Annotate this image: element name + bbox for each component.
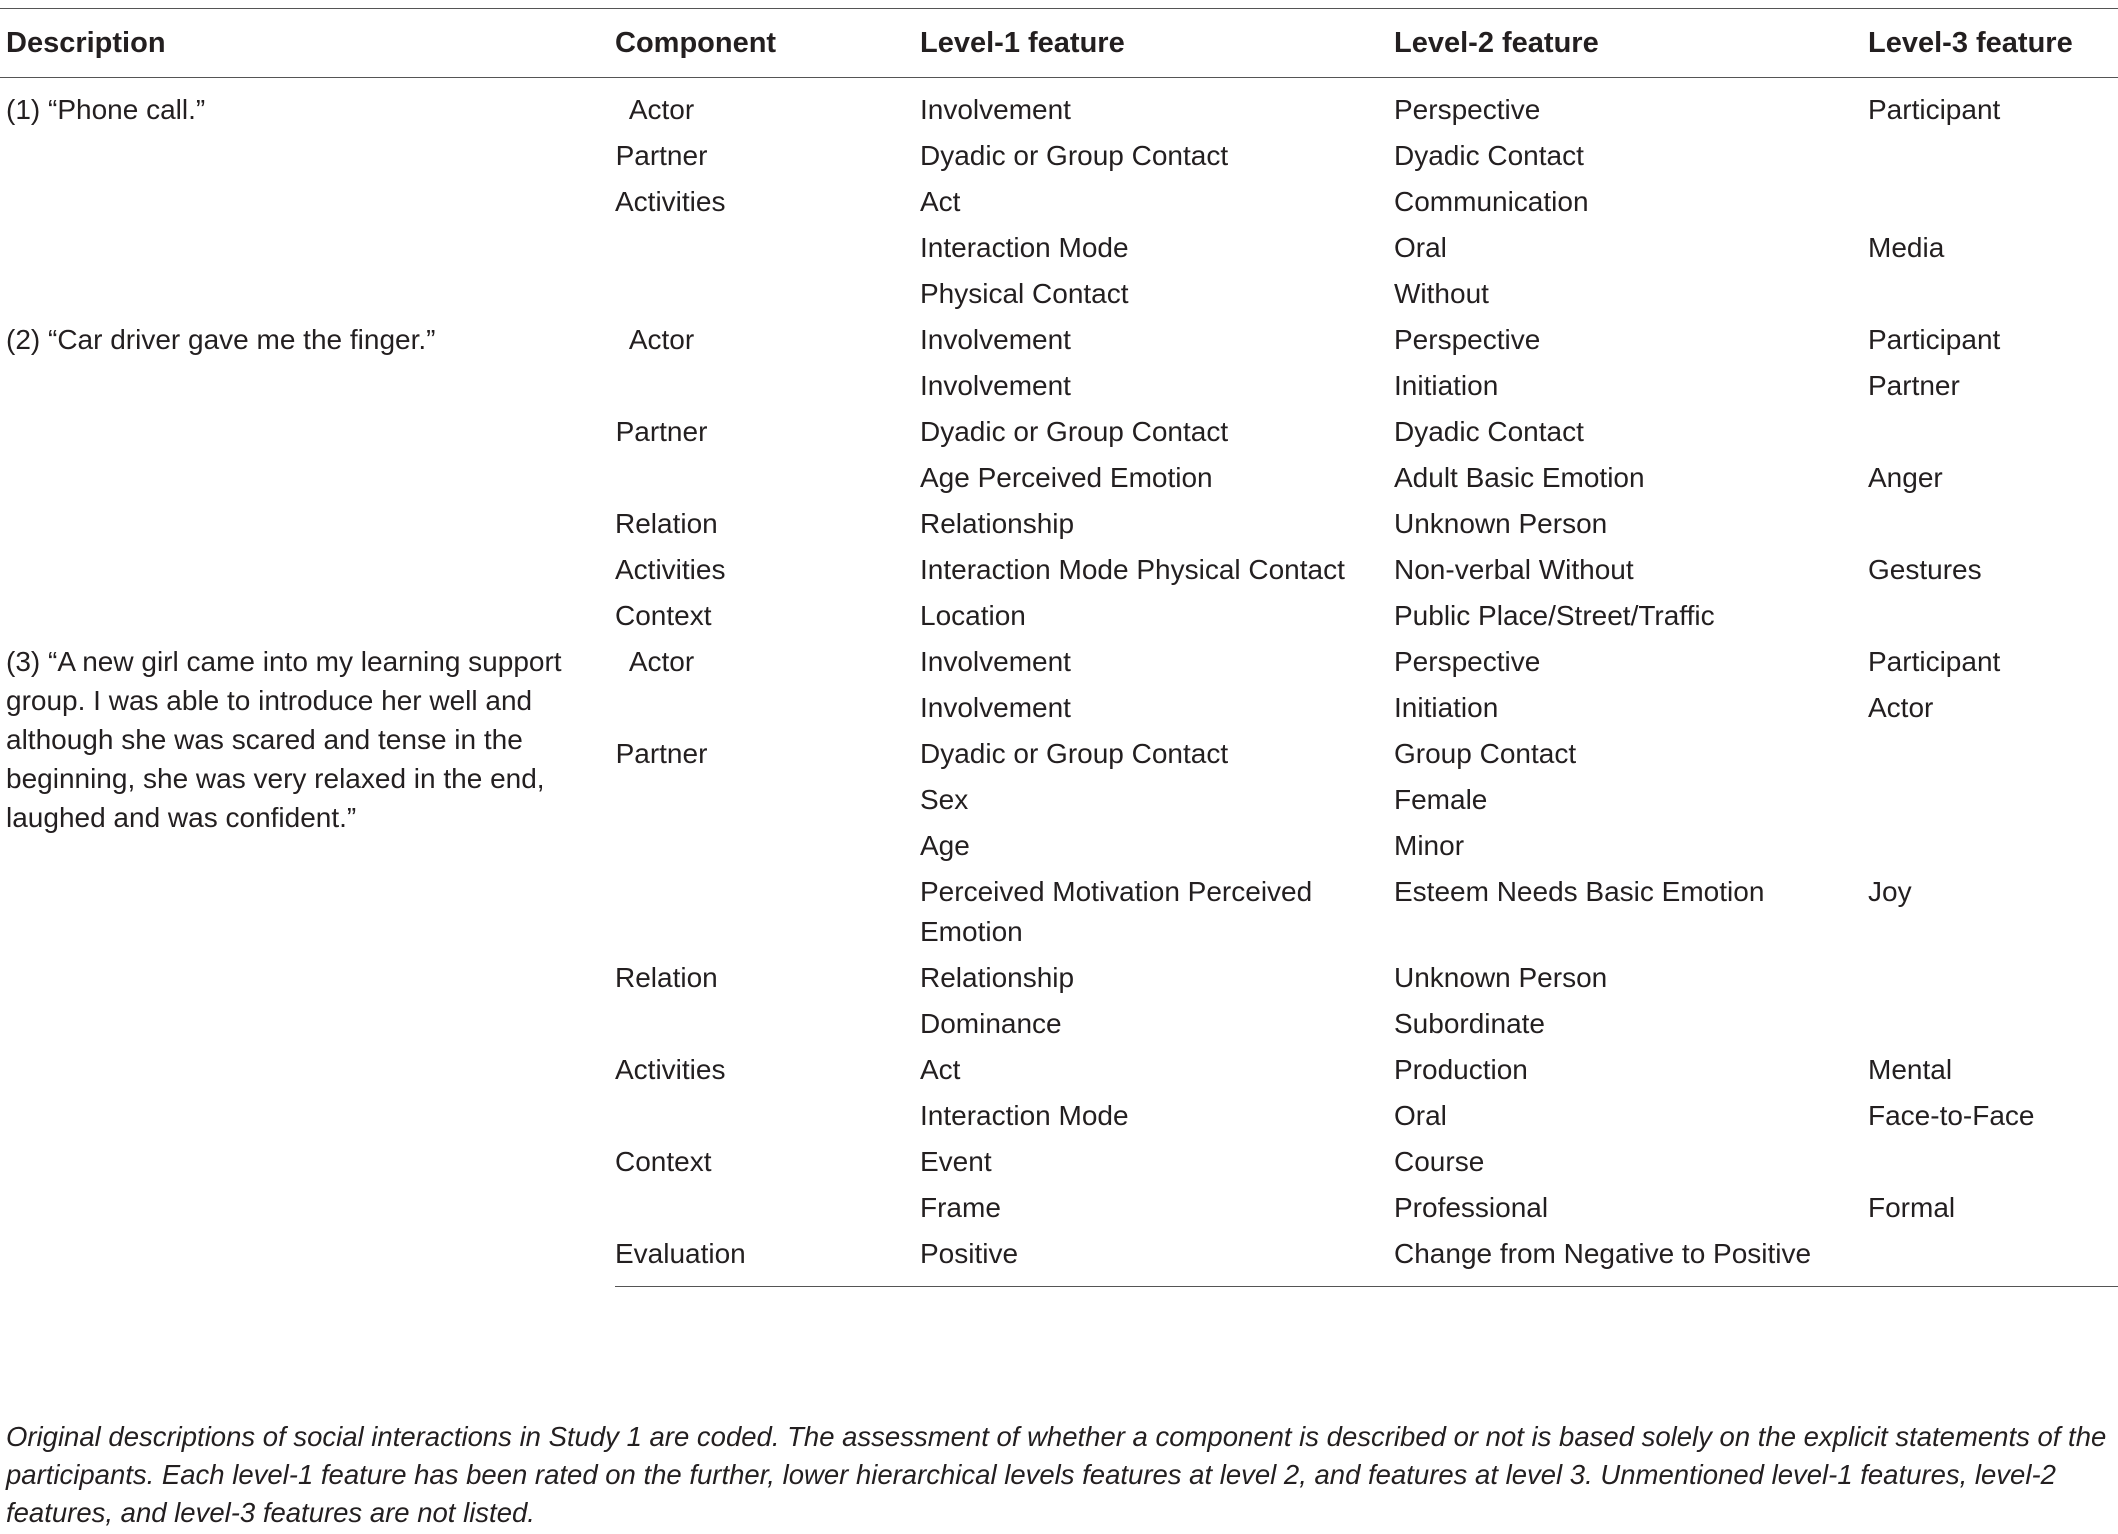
cell-level3: Gestures [1868,554,1982,585]
cell-component: Partner [615,416,708,447]
cell-component: Activities [615,554,726,585]
cell-level1: Interaction Mode [920,232,1129,263]
cell-level1: Act [920,186,961,217]
cell-level1: Interaction Mode [920,1100,1129,1131]
cell-level2: Initiation [1394,692,1499,723]
cell-level1: Sex [920,784,969,815]
cell-level3: Joy [1868,876,1912,907]
cell-level1: Involvement [920,692,1071,723]
cell-level2: Esteem Needs Basic Emotion [1394,876,1765,907]
cell-level2: Unknown Person [1394,962,1608,993]
cell-component: Actor [628,324,695,355]
header-level3: Level-3 feature [1868,9,2118,78]
cell-level3: Actor [1868,692,1934,723]
cell-level2: Perspective [1394,94,1541,125]
cell-level2: Without [1394,278,1489,309]
cell-level2: Dyadic Contact [1394,416,1584,447]
table-header-row [0,9,2118,78]
cell-level2: Dyadic Contact [1394,140,1584,171]
cell-level1: Age [920,830,970,861]
cell-level1: Act [920,1054,961,1085]
cell-description: (2) “Car driver gave me the finger.” [6,324,436,355]
cell-level3 [1868,731,2118,777]
cell-level2: Adult Basic Emotion [1394,462,1645,493]
cell-component: Activities [615,186,726,217]
cell-level1: Dyadic or Group Contact [920,416,1229,447]
cell-level2: Public Place/Street/Traffic [1394,600,1715,631]
cell-component [615,869,920,955]
cell-component [615,777,920,823]
cell-component: Actor [628,646,695,677]
cell-level1: Interaction Mode Physical Contact [920,554,1345,585]
cell-level3 [1868,777,2118,823]
table-row [0,639,2118,685]
table-body [0,78,2118,1287]
cell-level3 [1868,593,2118,639]
cell-component [615,225,920,271]
cell-level2: Professional [1394,1192,1549,1223]
cell-component: Context [615,1146,712,1177]
cell-component [615,1093,920,1139]
header-level2: Level-2 feature [1394,9,1868,78]
cell-description: (3) “A new girl came into my learning support group. I was able to introduce her well and although she was scared and tense in the beginning, she was very relaxed in the end, laughed and was confident.” [6,646,562,833]
cell-level1: Relationship [920,962,1075,993]
cell-component [615,1185,920,1231]
cell-component: Relation [615,508,718,539]
cell-component: Context [615,600,712,631]
cell-level2: Female [1394,784,1488,815]
cell-component [615,1001,920,1047]
cell-level3 [1868,1001,2118,1047]
cell-component [615,363,920,409]
cell-level2: Oral [1394,232,1447,263]
cell-level2: Minor [1394,830,1465,861]
cell-component [615,685,920,731]
cell-component: Actor [628,94,695,125]
cell-level2: Communication [1394,186,1589,217]
cell-component: Evaluation [615,1231,920,1287]
cell-level3 [1868,409,2118,455]
table-row [0,78,2118,134]
cell-level1: Involvement [920,324,1071,355]
cell-level3: Participant [1868,94,2001,125]
cell-description: (1) “Phone call.” [6,94,206,125]
coding-table [0,8,2118,1287]
cell-level3 [1868,179,2118,225]
header-level1: Level-1 feature [920,9,1394,78]
cell-level2: Production [1394,1054,1528,1085]
cell-level3: Face-to-Face [1868,1100,2035,1131]
cell-component [615,823,920,869]
cell-level1: Involvement [920,370,1071,401]
cell-level1: Dyadic or Group Contact [920,738,1229,769]
cell-level1: Frame [920,1192,1001,1223]
cell-level1: Perceived Motivation Perceived Emotion [920,876,1313,947]
cell-level2: Oral [1394,1100,1447,1131]
cell-level1: Relationship [920,508,1075,539]
cell-level3: Formal [1868,1192,1956,1223]
cell-level2: Perspective [1394,646,1541,677]
cell-level1: Age Perceived Emotion [920,462,1213,493]
cell-level3 [1868,133,2118,179]
cell-level3: Media [1868,232,1945,263]
table-row [0,317,2118,363]
cell-component: Partner [615,738,708,769]
cell-level2: Group Contact [1394,738,1577,769]
table-footnote: Original descriptions of social interactions in Study 1 are coded. The assessment of whether a component is described or not is based solely on the explicit statements of the participants. Each level-1 feature has been rated on the further, lower hierarchical levels features at level 2, and features at level 3. Unmentioned level-1 features, level-2 features, and level-3 features are not listed. [6,1421,2107,1528]
cell-level2: Perspective [1394,324,1541,355]
cell-component [615,271,920,317]
cell-level2: Course [1394,1146,1485,1177]
cell-level3: Anger [1868,462,1943,493]
cell-component [615,455,920,501]
cell-level3: Participant [1868,324,2001,355]
cell-level3 [1868,501,2118,547]
cell-component: Partner [615,140,708,171]
cell-level3 [1868,271,2118,317]
cell-level3: Mental [1868,1054,1953,1085]
cell-level2: Subordinate [1394,1008,1546,1039]
cell-level2: Unknown Person [1394,508,1608,539]
cell-component: Activities [615,1054,726,1085]
header-component: Component [615,9,920,78]
cell-level1: Dyadic or Group Contact [920,140,1229,171]
header-description: Description [0,9,615,78]
cell-level3: Participant [1868,646,2001,677]
cell-level3 [1868,1231,2118,1287]
cell-level3 [1868,955,2118,1001]
cell-component: Relation [615,962,718,993]
cell-level3: Partner [1868,370,1960,401]
cell-level3 [1868,823,2118,869]
cell-level3 [1868,1139,2118,1185]
cell-level2: Initiation [1394,370,1499,401]
cell-level2: Non-verbal Without [1394,554,1634,585]
cell-level1: Involvement [920,94,1071,125]
cell-level1: Location [920,600,1026,631]
cell-level1: Event [920,1146,992,1177]
cell-level2: Change from Negative to Positive [1394,1231,1868,1287]
cell-level1: Involvement [920,646,1071,677]
cell-level1: Positive [920,1231,1394,1287]
cell-level1: Physical Contact [920,278,1129,309]
cell-level1: Dominance [920,1008,1062,1039]
